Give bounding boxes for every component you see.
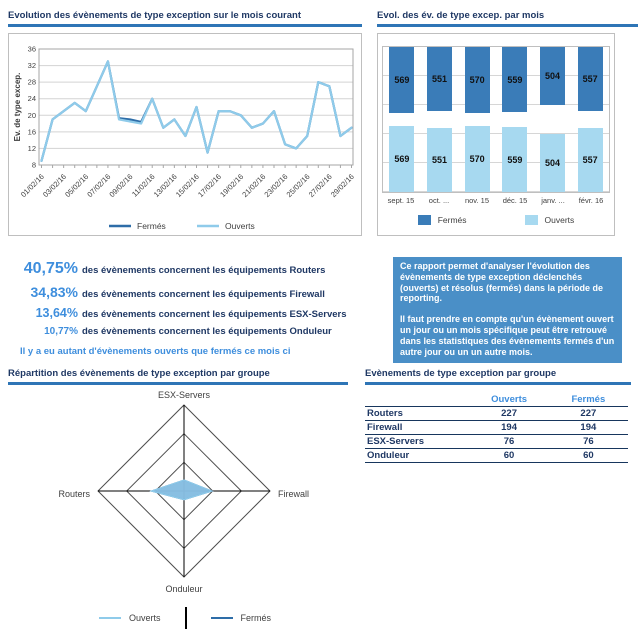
legend-fermes-label: Fermés	[137, 221, 166, 231]
y-tick-label: 20	[27, 110, 36, 120]
bar-cell	[496, 119, 534, 192]
bar-chart-xlabels	[382, 196, 610, 205]
bar-cell	[458, 47, 496, 119]
info-paragraph-1: Ce rapport permet d'analyser l'évolution des évènements de type exception déclenchés (ouverts) et résolus (fermés) dans la période de reporting.	[400, 261, 604, 304]
bar-value-label: 569	[394, 154, 410, 164]
radar-chart-canvas	[8, 387, 362, 603]
y-tick-label: 8	[31, 160, 36, 170]
series-Ouverts	[42, 61, 352, 160]
x-tick-label: 17/02/16	[196, 172, 224, 200]
bar-ouverts	[427, 128, 452, 192]
stat-pct: 10,77%	[44, 326, 78, 337]
legend-divider	[185, 607, 187, 629]
bar-value-label: 551	[431, 74, 448, 84]
bar-cell	[534, 119, 572, 192]
bar-cell	[496, 47, 534, 119]
bar-value-label: 557	[582, 74, 598, 84]
bar-cell	[458, 119, 496, 192]
row-label: ESX-Servers	[365, 435, 469, 449]
stat-row-firewall	[20, 284, 388, 300]
stat-row-onduleur	[20, 326, 388, 337]
radar-chart-title: Répartition des évènements de type exception par groupe	[8, 368, 348, 385]
radar-axis-esx-label: ESX-Servers	[157, 390, 211, 400]
stat-pct: 13,64%	[35, 306, 78, 320]
bar-fermés	[502, 47, 527, 112]
x-tick-label: 29/02/16	[328, 172, 356, 200]
line-chart-title: Evolution des évènements de type exception sur le mois courant	[8, 10, 362, 27]
row-label: Routers	[365, 407, 469, 421]
y-tick-label: 28	[27, 77, 36, 87]
stat-text: des évènements concernent les équipements Firewall	[82, 289, 325, 300]
bar-fermés	[540, 47, 565, 105]
stat-pct: 34,83%	[30, 284, 78, 300]
bar-x-label: nov. 15	[464, 196, 490, 205]
legend-fermes	[211, 613, 272, 623]
bar-cell	[421, 119, 459, 192]
ouverts-bars-band	[383, 119, 609, 192]
row-ouverts-value: 194	[469, 421, 548, 435]
bar-ouverts	[540, 134, 565, 192]
line-chart-ylabel: Ev. de type excep.	[13, 72, 22, 142]
fermes-bars-band	[383, 47, 609, 119]
bar-value-label: 504	[545, 158, 561, 168]
header-empty	[365, 393, 469, 407]
x-tick-label: 19/02/16	[218, 172, 246, 200]
bar-ouverts	[502, 127, 527, 192]
table-row	[365, 435, 628, 449]
stats-section	[20, 260, 388, 357]
line-chart-series	[42, 61, 352, 160]
bar-cell	[383, 119, 421, 192]
radar-chart-legend	[8, 607, 362, 629]
row-ouverts-value: 227	[469, 407, 548, 421]
radar-axis-routers-label: Routers	[58, 489, 90, 499]
bar-x-label: janv. ...	[541, 196, 565, 205]
bar-value-label: 504	[545, 71, 561, 81]
stat-note: Il y a eu autant d'évènements ouverts que fermés ce mois ci	[20, 346, 291, 357]
bar-cell	[571, 119, 609, 192]
bar-value-label: 570	[469, 75, 485, 85]
events-by-group-table	[365, 393, 628, 463]
x-tick-label: 15/02/16	[173, 172, 201, 200]
fermes-line-swatch-icon	[211, 617, 233, 620]
bar-fermés	[578, 47, 603, 111]
x-tick-label: 11/02/16	[130, 172, 157, 199]
table-row	[365, 421, 628, 435]
bar-fermés	[427, 47, 452, 111]
row-fermes-value: 60	[549, 449, 628, 463]
bar-x-label: sept. 15	[387, 196, 415, 205]
line-chart-xticks	[19, 165, 356, 199]
legend-ouverts	[99, 613, 161, 623]
legend-ouverts-label: Ouverts	[128, 613, 161, 623]
bar-value-label: 559	[507, 74, 523, 85]
radar-chart-section	[8, 368, 348, 629]
legend-ouverts-label: Ouverts	[544, 215, 575, 225]
info-paragraph-2: Il faut prendre en compte qu'un évènement ouvert un jour ou un mois spécifique peut être retrouvé dans les statistiques des évènements fermés d'un autre jour ou un un autre mois.	[400, 314, 615, 357]
bar-cell	[534, 47, 572, 119]
x-tick-label: 03/02/16	[41, 172, 69, 200]
info-box	[393, 257, 622, 363]
table-header-row	[365, 393, 628, 407]
row-label: Onduleur	[365, 449, 469, 463]
fermes-swatch-icon	[418, 215, 431, 225]
x-tick-label: 05/02/16	[63, 172, 91, 200]
legend-fermes	[418, 215, 467, 225]
row-fermes-value: 194	[549, 421, 628, 435]
table-row	[365, 407, 628, 421]
bar-chart-title: Evol. des év. de type excep. par mois	[377, 10, 638, 27]
line-chart-canvas	[9, 34, 361, 233]
radar-axis-firewall-label: Firewall	[278, 489, 310, 499]
table-title: Evènements de type exception par groupe	[365, 368, 631, 385]
bar-cell	[571, 47, 609, 119]
bar-chart-plot	[382, 46, 610, 193]
header-fermes: Fermés	[549, 393, 628, 407]
x-tick-label: 27/02/16	[306, 172, 334, 200]
bar-value-label: 559	[507, 154, 523, 165]
x-tick-label: 23/02/16	[262, 172, 290, 200]
line-chart	[8, 33, 362, 236]
x-tick-label: 07/02/16	[85, 172, 113, 200]
bar-chart	[377, 33, 615, 236]
bar-fermés	[389, 47, 414, 113]
stat-text: des évènements concernent les équipements ESX-Servers	[82, 309, 347, 320]
row-fermes-value: 76	[549, 435, 628, 449]
x-tick-label: 13/02/16	[151, 172, 179, 200]
header-ouverts: Ouverts	[469, 393, 548, 407]
bar-ouverts	[465, 126, 490, 192]
row-ouverts-value: 76	[469, 435, 548, 449]
ouverts-swatch-icon	[525, 215, 538, 225]
stat-text: des évènements concernent les équipements Onduleur	[82, 326, 332, 337]
line-chart-legend	[109, 221, 255, 231]
y-tick-label: 24	[27, 94, 36, 104]
legend-fermes-label: Fermés	[240, 613, 272, 623]
line-chart-grid	[28, 45, 353, 170]
bar-value-label: 551	[431, 155, 448, 165]
y-tick-label: 16	[27, 127, 36, 137]
bar-x-label: déc. 15	[502, 196, 528, 205]
bar-value-label: 569	[394, 75, 410, 85]
bar-ouverts	[578, 128, 603, 192]
x-tick-label: 25/02/16	[284, 172, 312, 200]
table-section	[365, 368, 631, 463]
bar-ouverts	[389, 126, 414, 192]
bar-x-label: oct. ...	[428, 196, 450, 205]
legend-fermes-label: Fermés	[437, 215, 467, 225]
bar-cell	[383, 47, 421, 119]
bar-fermés	[465, 47, 490, 113]
line-chart-section	[8, 10, 362, 236]
x-tick-label: 21/02/16	[240, 172, 268, 200]
row-ouverts-value: 60	[469, 449, 548, 463]
y-tick-label: 12	[27, 143, 36, 153]
stat-row-routers	[20, 260, 388, 278]
bar-x-label: févr. 16	[578, 196, 604, 205]
x-tick-label: 09/02/16	[107, 172, 135, 200]
radar-axis-onduleur-label: Onduleur	[165, 584, 203, 594]
bar-value-label: 557	[582, 155, 598, 165]
ouverts-line-swatch-icon	[99, 617, 121, 620]
stat-text: des évènements concernent les équipements Routers	[82, 265, 326, 276]
legend-ouverts	[525, 215, 575, 225]
x-tick-label: 01/02/16	[18, 172, 46, 200]
y-tick-label: 32	[27, 61, 36, 71]
row-label: Firewall	[365, 421, 469, 435]
bar-cell	[421, 47, 459, 119]
stat-row-esx	[20, 306, 388, 320]
bar-chart-section	[377, 10, 638, 236]
stat-pct: 40,75%	[23, 260, 78, 277]
bar-value-label: 570	[469, 154, 485, 164]
y-tick-label: 36	[27, 44, 36, 54]
table-row	[365, 449, 628, 463]
legend-ouverts-label: Ouverts	[225, 221, 255, 231]
row-fermes-value: 227	[549, 407, 628, 421]
bar-chart-legend	[380, 215, 612, 225]
